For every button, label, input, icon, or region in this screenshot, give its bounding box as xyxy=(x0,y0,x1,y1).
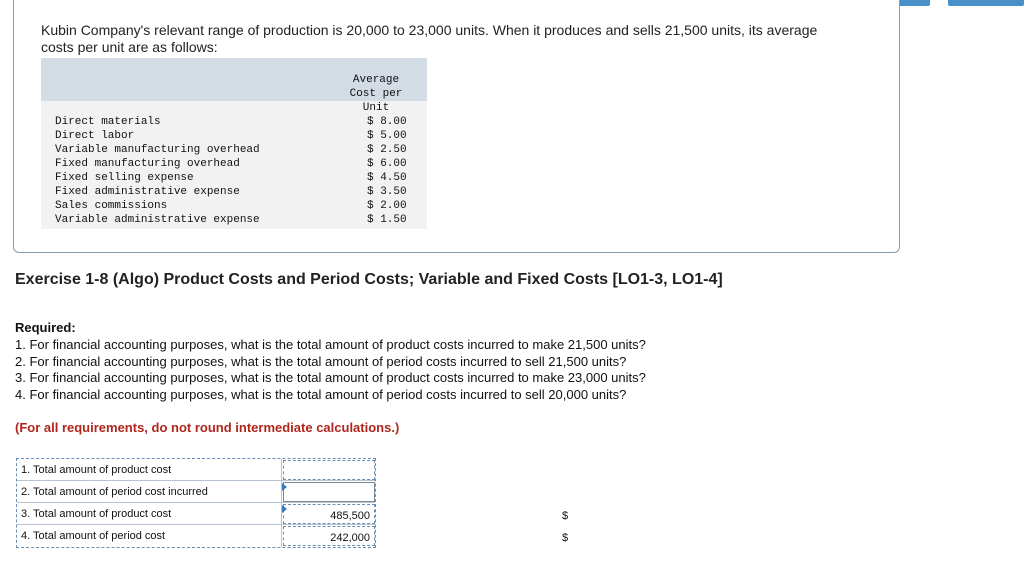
requirement-item: 4. For financial accounting purposes, what is the total amount of period costs incurred to sell 20,000 units? xyxy=(15,386,627,402)
table-row xyxy=(41,143,427,157)
currency-symbol: $ xyxy=(562,532,569,544)
cost-label: Fixed selling expense xyxy=(55,172,194,184)
table-row xyxy=(41,157,427,171)
rounding-note: (For all requirements, do not round intermediate calculations.) xyxy=(15,420,400,435)
top-nav-button-2[interactable] xyxy=(948,0,1024,6)
cost-label: Fixed manufacturing overhead xyxy=(55,158,240,170)
exercise-title: Exercise 1-8 (Algo) Product Costs and Period Costs; Variable and Fixed Costs [LO1-3, LO1-4] xyxy=(15,271,723,288)
requirements-list xyxy=(15,337,646,403)
answer-label: 2. Total amount of period cost incurred xyxy=(21,486,208,498)
cost-value: $ 4.50 xyxy=(367,172,407,184)
answer-label: 1. Total amount of product cost xyxy=(21,464,172,476)
column-header-average-cost: Average Cost per Unit xyxy=(349,74,403,114)
answer-row-4 xyxy=(17,525,569,547)
table-row xyxy=(41,199,427,213)
cost-label: Direct materials xyxy=(55,116,161,128)
cost-label: Variable manufacturing overhead xyxy=(55,144,260,156)
answer-row-1 xyxy=(17,459,375,481)
cost-value: $ 2.00 xyxy=(367,200,407,212)
cost-value: $ 3.50 xyxy=(367,186,407,198)
problem-intro: Kubin Company's relevant range of production is 20,000 to 23,000 units. When it produces and sells 21,500 units, its average costs per unit are as follows: xyxy=(41,22,818,55)
currency-symbol: $ xyxy=(562,510,569,522)
table-row xyxy=(41,185,427,199)
cost-value: $ 5.00 xyxy=(367,130,407,142)
cost-label: Variable administrative expense xyxy=(55,214,260,226)
answer-value: 485,500 xyxy=(330,510,370,522)
cost-label: Direct labor xyxy=(55,130,135,142)
answer-input-3[interactable] xyxy=(283,504,569,524)
answer-label: 4. Total amount of period cost xyxy=(21,530,166,542)
cost-value: $ 1.50 xyxy=(367,214,407,226)
requirement-item: 1. For financial accounting purposes, what is the total amount of product costs incurred to make 21,500 units? xyxy=(15,337,646,352)
answer-value: 242,000 xyxy=(330,532,370,544)
average-cost-table xyxy=(41,58,427,229)
answer-row-2 xyxy=(17,481,375,503)
table-row xyxy=(41,115,427,129)
requirement-item: 3. For financial accounting purposes, what is the total amount of product costs incurred to make 23,000 units? xyxy=(15,370,646,385)
cost-value: $ 8.00 xyxy=(367,116,407,128)
answer-table xyxy=(16,458,569,548)
incorrect-flag-icon xyxy=(282,505,287,513)
table-row xyxy=(41,129,427,143)
answer-label: 3. Total amount of product cost xyxy=(21,508,172,520)
answer-input-1[interactable] xyxy=(283,460,375,480)
table-row xyxy=(41,213,427,227)
table-row xyxy=(41,171,427,185)
cost-label: Fixed administrative expense xyxy=(55,186,240,198)
answer-input-4[interactable] xyxy=(283,526,569,546)
required-heading: Required: xyxy=(15,320,76,335)
requirement-item: 2. For financial accounting purposes, what is the total amount of period costs incurred to sell 21,500 units? xyxy=(15,353,627,369)
incorrect-flag-icon xyxy=(282,483,287,491)
cost-value: $ 6.00 xyxy=(367,158,407,170)
cost-value: $ 2.50 xyxy=(367,144,407,156)
answer-row-3 xyxy=(17,503,569,525)
answer-input-2[interactable] xyxy=(283,482,375,502)
cost-label: Sales commissions xyxy=(55,200,168,212)
